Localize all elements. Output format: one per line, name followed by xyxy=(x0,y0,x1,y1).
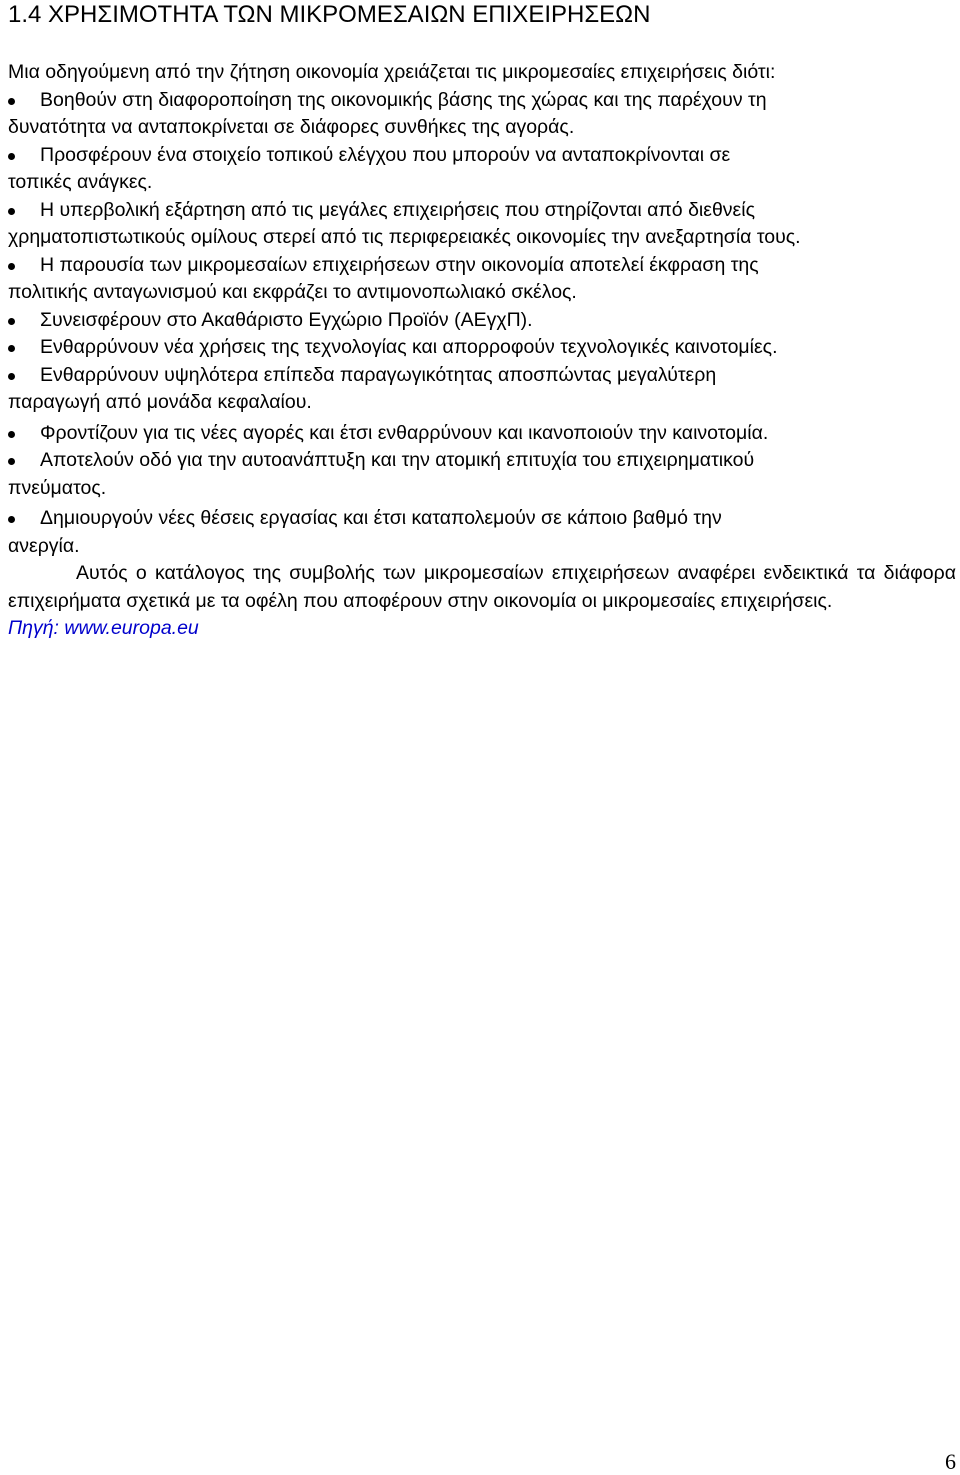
bullet-icon xyxy=(8,318,15,325)
benefits-list xyxy=(8,87,956,561)
list-item-continuation: δυνατότητα να ανταποκρίνεται σε διάφορες συνθήκες της αγοράς. xyxy=(8,116,575,138)
list-item-continuation: ανεργία. xyxy=(8,534,80,557)
list-item xyxy=(8,447,956,502)
list-item-text: Η υπερβολική εξάρτηση από τις μεγάλες επιχειρήσεις που στηρίζονται από διεθνείς xyxy=(40,198,755,221)
bullet-icon xyxy=(8,98,15,105)
bullet-icon xyxy=(8,516,15,523)
section-body xyxy=(8,59,956,643)
list-item-text: Η παρουσία των μικρομεσαίων επιχειρήσεων στην οικονομία αποτελεί έκφραση της xyxy=(40,253,759,276)
intro-paragraph: Μια οδηγούμενη από την ζήτηση οικονομία χρειάζεται τις μικρομεσαίες επιχειρήσεις διότι: xyxy=(8,61,776,83)
list-item xyxy=(8,87,956,142)
list-item xyxy=(8,362,956,417)
section-heading: 1.4 ΧΡΗΣΙΜΟΤΗΤΑ ΤΩΝ ΜΙΚΡΟΜΕΣΑΙΩΝ ΕΠΙΧΕΙΡΗΣΕΩΝ xyxy=(8,1,651,28)
list-item-continuation: χρηματοπιστωτικούς ομίλους στερεί από τις περιφερειακές οικονομίες την ανεξαρτησία τους. xyxy=(8,226,801,248)
list-item-continuation: τοπικές ανάγκες. xyxy=(8,171,153,193)
list-item-text: Δημιουργούν νέες θέσεις εργασίας και έτσι καταπολεμούν σε κάποιο βαθμό την xyxy=(40,507,722,529)
list-item-text: Φροντίζουν για τις νέες αγορές και έτσι ενθαρρύνουν και ικανοποιούν την καινοτομία. xyxy=(40,421,769,444)
bullet-icon xyxy=(8,153,15,160)
list-item-text: Ενθαρρύνουν νέα χρήσεις της τεχνολογίας και απορροφούν τεχνολογικές καινοτομίες. xyxy=(40,336,778,358)
page-number: 6 xyxy=(945,1449,956,1474)
bullet-icon xyxy=(8,345,15,352)
list-item-text: Προσφέρουν ένα στοιχείο τοπικού ελέγχου που μπορούν να ανταποκρίνονται σε xyxy=(40,143,731,166)
list-item-text: Αποτελούν οδό για την αυτοανάπτυξη και την ατομική επιτυχία του επιχειρηματικού xyxy=(40,449,755,471)
bullet-icon xyxy=(8,431,15,438)
list-item xyxy=(8,420,956,448)
list-item xyxy=(8,142,956,197)
list-item-text: Βοηθούν στη διαφοροποίηση της οικονομικής βάσης της χώρας και της παρέχουν τη xyxy=(40,88,767,111)
list-item xyxy=(8,334,956,362)
list-item-text: Συνεισφέρουν στο Ακαθάριστο Εγχώριο Προϊόν (ΑΕγχΠ). xyxy=(40,308,533,331)
closing-paragraph: Αυτός ο κατάλογος της συμβολής των μικρομεσαίων επιχειρήσεων αναφέρει ενδεικτικά τα διάφορα επιχειρήματα σχετικά με τα οφέλη που αποφέρουν στην οικονομία οι μικρομεσαίες επιχειρήσεις. xyxy=(8,562,956,612)
list-item xyxy=(8,505,956,560)
list-item-continuation: πνεύματος. xyxy=(8,476,107,499)
bullet-icon xyxy=(8,208,15,215)
source-citation: Πηγή: www.europa.eu xyxy=(8,617,199,639)
list-item-continuation: παραγωγή από μονάδα κεφαλαίου. xyxy=(8,391,312,413)
list-item-continuation: πολιτικής ανταγωνισμού και εκφράζει το αντιμονοπωλιακό σκέλος. xyxy=(8,281,577,303)
list-item xyxy=(8,197,956,252)
list-item-text: Ενθαρρύνουν υψηλότερα επίπεδα παραγωγικότητας αποσπώντας μεγαλύτερη xyxy=(40,363,717,386)
list-item xyxy=(8,307,956,335)
bullet-icon xyxy=(8,458,15,465)
list-item xyxy=(8,252,956,307)
bullet-icon xyxy=(8,263,15,270)
bullet-icon xyxy=(8,373,15,380)
